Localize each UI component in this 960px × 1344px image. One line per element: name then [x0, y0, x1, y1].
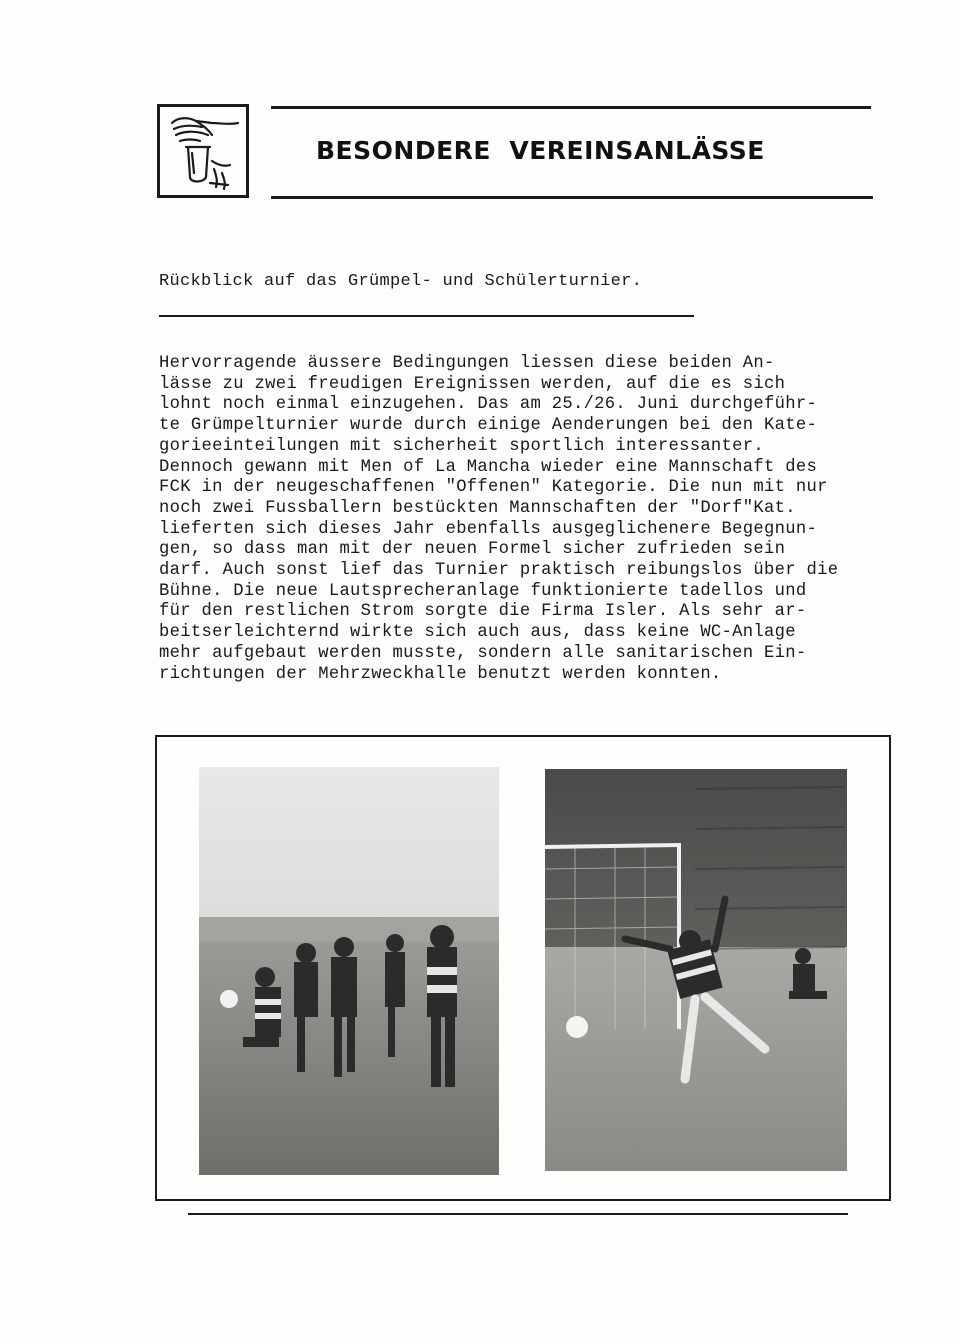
hand-holding-cup-icon — [168, 113, 240, 193]
page-title: BESONDERE VEREINSANLÄSSE — [316, 136, 765, 165]
body-line: richtungen der Mehrzweckhalle benutzt werden konnten. — [159, 664, 722, 684]
footer-rule — [188, 1213, 848, 1215]
body-line: noch zwei Fussballern bestückten Mannschaften der "Dorf"Kat. — [159, 498, 796, 518]
body-line: darf. Auch sonst lief das Turnier praktisch reibungslos über die — [159, 561, 839, 581]
photo-players-field — [199, 767, 499, 1175]
emblem-box — [157, 104, 249, 198]
body-line: gen, so dass man mit der neuen Formel sicher zufrieden sein — [159, 540, 786, 560]
body-line: Bühne. Die neue Lautsprecheranlage funktionierte tadellos und — [159, 581, 807, 601]
body-line: beitserleichternd wirkte sich auch aus, dass keine WC-Anlage — [159, 623, 796, 643]
header-top-rule — [271, 106, 871, 109]
body-line: lohnt noch einmal einzugehen. Das am 25./26. Juni durchgeführ- — [159, 395, 818, 415]
body-line: lässe zu zwei freudigen Ereignissen werden, auf die es sich — [159, 374, 786, 394]
photo-goal-scene — [545, 769, 847, 1171]
subtitle-underline — [159, 315, 694, 317]
body-line: für den restlichen Strom sorgte die Firma Isler. Als sehr ar- — [159, 602, 807, 622]
body-line: lieferten sich dieses Jahr ebenfalls ausgeglichenere Begegnun- — [159, 519, 818, 539]
body-line: Hervorragende äussere Bedingungen liessen diese beiden An- — [159, 354, 775, 373]
body-line: FCK in der neugeschaffenen "Offenen" Kategorie. Die nun mit nur — [159, 478, 828, 498]
body-line: mehr aufgebaut werden musste, sondern alle sanitarischen Ein- — [159, 643, 807, 663]
body-line: gorieeinteilungen mit sicherheit sportlich interessanter. — [159, 436, 765, 456]
header-bottom-rule — [271, 196, 873, 199]
photo-frame — [155, 735, 891, 1201]
article-subtitle: Rückblick auf das Grümpel- und Schülerturnier. — [159, 272, 643, 291]
body-line: te Grümpelturnier wurde durch einige Aenderungen bei den Kate- — [159, 416, 818, 436]
article-body — [159, 354, 838, 685]
body-line: Dennoch gewann mit Men of La Mancha wieder eine Mannschaft des — [159, 457, 818, 477]
